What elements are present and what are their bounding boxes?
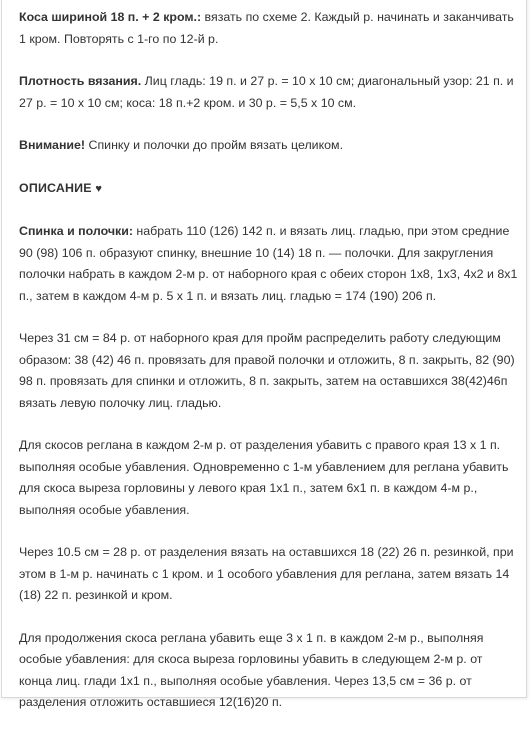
paragraph-lead: Внимание! xyxy=(19,138,86,152)
paragraph-raglan xyxy=(19,435,519,521)
paragraph-text: Для скосов реглана в каждом 2-м р. от разделения убавить с правого края 13 х 1 п. выполняя особые убавления. Одновременно с 1-м убавлением для реглана убавить для скоса выреза горловины у левого края 1х1 п., затем 6х1 п. в каждом 4-м р., выполняя особые убавления. xyxy=(19,438,509,517)
paragraph-text: набрать 110 (126) 142 п. и вязать лиц. гладью, при этом средние 90 (98) 106 п. образуют спинку, внешние 10 (14) 18 п. — полочки. Для закругления полочки набрать в каждом 2-м р. от наборного края с обеих сторон 1х8, 1х3, 4х2 и 8х1 п., затем в каждом 4-м р. 5 х 1 п. и вязать лиц. гладью = 174 (190) 206 п. xyxy=(19,224,518,303)
paragraph-text: Спинку и полочки до пройм вязать целиком. xyxy=(85,138,344,152)
paragraph-text: Через 31 см = 84 р. от наборного края для пройм распределить работу следующим образом: 38 (42) 46 п. провязать для правой полочки и отложить, 8 п. закрыть, 82 (90) 98 п. провязать для спинки и отложить, 8 п. закрыть, затем на оставшихся 38(42)46п вязать левую полочку лиц. гладью. xyxy=(19,331,515,410)
document-body xyxy=(19,7,519,735)
paragraph-continue xyxy=(19,628,519,714)
paragraph-attention xyxy=(19,135,519,157)
paragraph-rib xyxy=(19,542,519,607)
section-heading xyxy=(19,178,519,201)
paragraph-text: Через 10.5 см = 28 р. от разделения вязать на оставшихся 18 (22) 26 п. резинкой, при этом в 1-м р. начинать с 1 кром. и 1 особого убавления для реглана, затем вязать 14 (18) 22 п. резинкой и кром. xyxy=(19,545,514,602)
paragraph-armholes xyxy=(19,328,519,414)
heart-icon: ♥ xyxy=(95,182,103,195)
heading-label: ОПИСАНИЕ xyxy=(19,180,92,195)
paragraph-text: Лиц гладь: 19 п. и 27 р. = 10 х 10 см; диагональный узор: 21 п. и 27 р. = 10 х 10 см; коса: 18 п.+2 кром. и 30 р. = 5,5 х 10 см. xyxy=(19,74,514,110)
paragraph-text: вязать по схеме 2. Каждый р. начинать и заканчивать 1 кром. Повторять с 1-го по 12-й р. xyxy=(19,10,514,46)
paragraph-braid xyxy=(19,7,519,50)
paragraph-text: Для продолжения скоса реглана убавить еще 3 х 1 п. в каждом 2-м р., выполняя особые убавления: для скоса выреза горловины убавить в следующем 2-м р. от конца лиц. глади 1х1 п., выполняя особые убавления. Через 13,5 см = 36 р. от разделения отложить оставшиеся 12(16)20 п. xyxy=(19,630,484,709)
paragraph-lead: Коса шириной 18 п. + 2 кром.: xyxy=(19,10,202,24)
paragraph-density xyxy=(19,71,519,114)
paragraph-lead: Плотность вязания. xyxy=(19,74,142,88)
paragraph-back-and-fronts xyxy=(19,221,519,307)
paragraph-lead: Спинка и полочки: xyxy=(19,224,133,238)
